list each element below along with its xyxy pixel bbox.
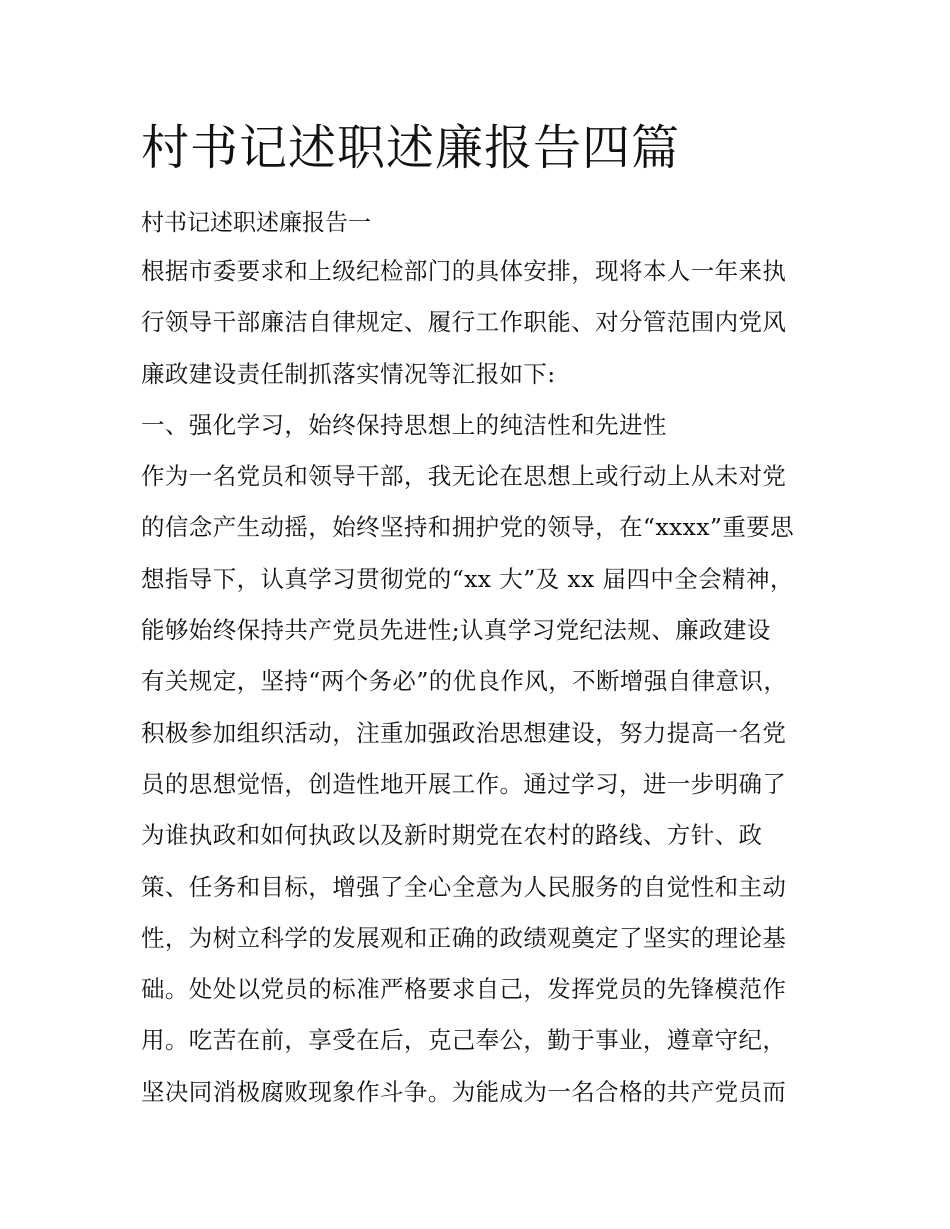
text-line: 一、强化学习，始终保持思想上的纯洁性和先进性: [141, 410, 667, 439]
text-line: 想指导下，认真学习贯彻党的“xx 大”及 xx 届四中全会精神，: [141, 564, 794, 593]
text-line: 员的思想觉悟，创造性地开展工作。通过学习，进一步明确了: [141, 769, 787, 798]
text-line: 有关规定，坚持“两个务必”的优良作风，不断增强自律意识，: [141, 667, 788, 696]
text-line: 用。吃苦在前，享受在后，克己奉公，勤于事业，遵章守纪，: [141, 1026, 787, 1055]
text-line: 根据市委要求和上级纪检部门的具体安排，现将本人一年来执: [141, 257, 787, 285]
text-line: 坚决同消极腐败现象作斗争。为能成为一名合格的共产党员而: [141, 1077, 787, 1106]
document-title: 村书记述职述廉报告四篇: [141, 120, 681, 176]
text-line: 为谁执政和如何执政以及新时期党在农村的路线、方针、政: [141, 821, 763, 850]
body-text: [141, 251, 821, 1123]
text-line: 的信念产生动摇，始终坚持和拥护党的领导，在“xxxx”重要思: [141, 513, 795, 542]
section-heading: 村书记述职述廉报告一: [141, 210, 371, 236]
text-line: 廉政建设责任制抓落实情况等汇报如下:: [141, 359, 556, 388]
text-line: 策、任务和目标，增强了全心全意为人民服务的自觉性和主动: [141, 872, 787, 901]
text-line: 能够始终保持共产党员先进性;认真学习党纪法规、廉政建设: [141, 616, 771, 645]
text-line: 作为一名党员和领导干部，我无论在思想上或行动上从未对党: [141, 462, 787, 491]
text-line: 积极参加组织活动，注重加强政治思想建设，努力提高一名党: [141, 718, 787, 747]
text-line: 性，为树立科学的发展观和正确的政绩观奠定了坚实的理论基: [141, 923, 787, 952]
text-line: 础。处处以党员的标准严格要求自己，发挥党员的先锋模范作: [141, 975, 787, 1004]
text-line: 行领导干部廉洁自律规定、履行工作职能、对分管范围内党风: [141, 308, 787, 337]
